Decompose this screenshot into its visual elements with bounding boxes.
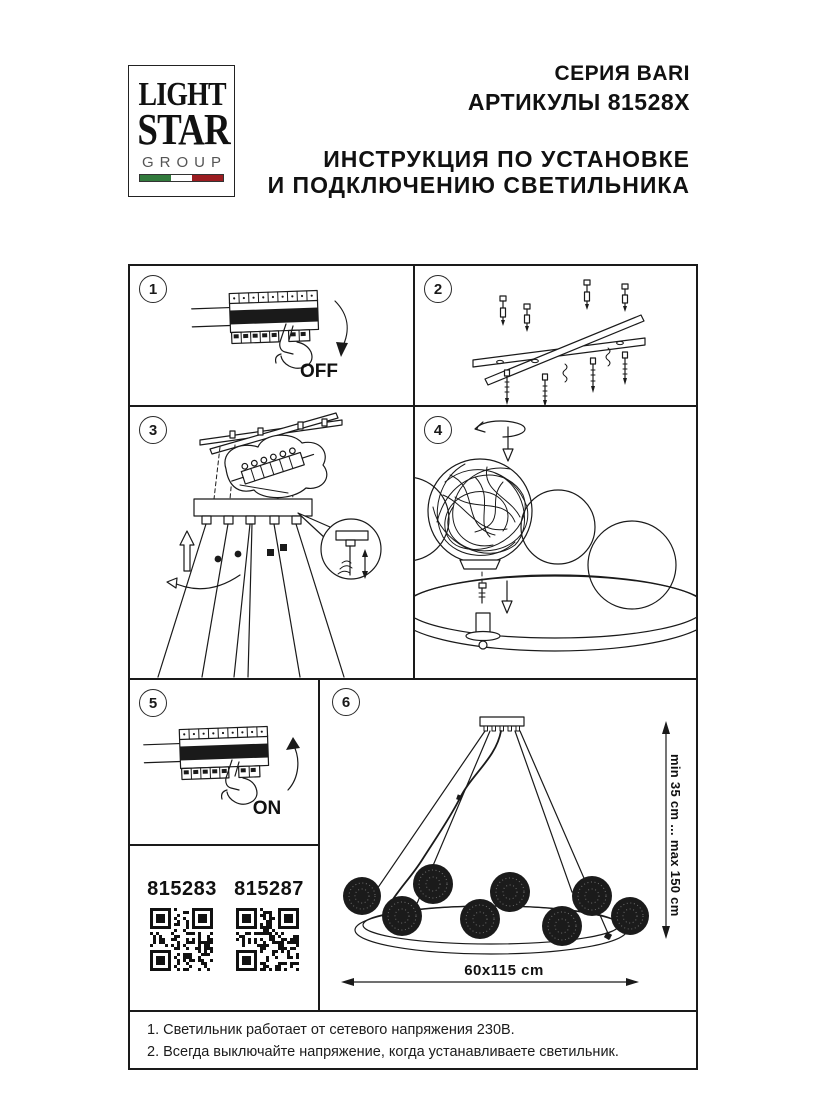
mounting-brackets-drawing (415, 266, 696, 405)
step-panel-6 (320, 680, 696, 1012)
articles-title: АРТИКУЛЫ 81528X (467, 89, 690, 115)
italian-flag-icon (139, 174, 224, 182)
instruction-title-line1: ИНСТРУКЦИЯ ПО УСТАНОВКЕ (323, 146, 690, 172)
note-line-2: 2. Всегда выключайте напряжение, когда устанавливаете светильник. (147, 1044, 619, 1060)
flag-red-segment (192, 175, 223, 181)
canopy-installation-drawing (130, 407, 413, 678)
step-panel-1 (130, 266, 415, 407)
step-panel-2 (415, 266, 696, 407)
width-dimension-arrow (341, 978, 639, 986)
height-dimension-label: min 35 cm ... max 150 cm (668, 754, 683, 917)
insert-arrow (503, 449, 513, 461)
step-number-badge (332, 688, 360, 716)
instruction-title-line2: И ПОДКЛЮЧЕНИЮ СВЕТИЛЬНИКА (267, 172, 690, 198)
logo-word-star: STAR (137, 105, 230, 154)
step-number: 5 (148, 694, 158, 712)
ceiling-plate (480, 717, 524, 726)
step-number-badge (424, 275, 452, 303)
article-number: 815287 (234, 878, 304, 900)
width-dimension-label: 60x115 cm (464, 962, 544, 979)
crossed-bracket-bars (473, 315, 645, 385)
step-panel-3 (130, 407, 415, 680)
lift-arrow (180, 531, 194, 571)
step-number-badge (424, 416, 452, 444)
rotate-arrow (477, 421, 525, 437)
series-title: СЕРИЯ BARI (554, 62, 690, 85)
step-number-badge (139, 689, 167, 717)
shade-installation-drawing (415, 407, 696, 680)
notes-panel (130, 1012, 696, 1068)
cable-lock-detail-magnifier (321, 519, 381, 579)
article-qr-panel (130, 846, 320, 1012)
canopy-plate (194, 499, 312, 516)
flag-white-segment (171, 175, 192, 181)
turn-on-arrow (288, 744, 298, 790)
step-number: 4 (433, 421, 443, 439)
circuit-breaker-off-drawing (130, 266, 413, 405)
flag-green-segment (140, 175, 171, 181)
steps-table (128, 264, 698, 1070)
step-number: 2 (433, 280, 443, 298)
off-label: OFF (300, 361, 338, 382)
qr-code-icon (150, 908, 214, 972)
lightstar-logo (128, 65, 235, 197)
turn-off-arrow (335, 301, 347, 348)
step-panel-4 (415, 407, 696, 680)
step-number-badge (139, 275, 167, 303)
article-number: 815283 (147, 878, 217, 900)
qr-code-icon (236, 908, 300, 972)
step-panel-5 (130, 680, 320, 846)
wire-ball-shade (433, 464, 528, 555)
step-number: 6 (341, 693, 351, 711)
step-number-badge (139, 416, 167, 444)
chandelier-dimensions-drawing (320, 680, 696, 1012)
logo-word-group: GROUP (141, 154, 227, 171)
step-number: 1 (148, 280, 158, 298)
on-label: ON (252, 798, 282, 819)
logo-word-light: LIGHT (138, 76, 226, 113)
lamp-holder (466, 613, 500, 649)
instruction-title (268, 146, 690, 198)
note-line-1: 1. Светильник работает от сетевого напряжения 230В. (147, 1022, 515, 1038)
step-number: 3 (148, 421, 158, 439)
screws-above (500, 280, 628, 332)
rotate-arrow (170, 575, 240, 589)
